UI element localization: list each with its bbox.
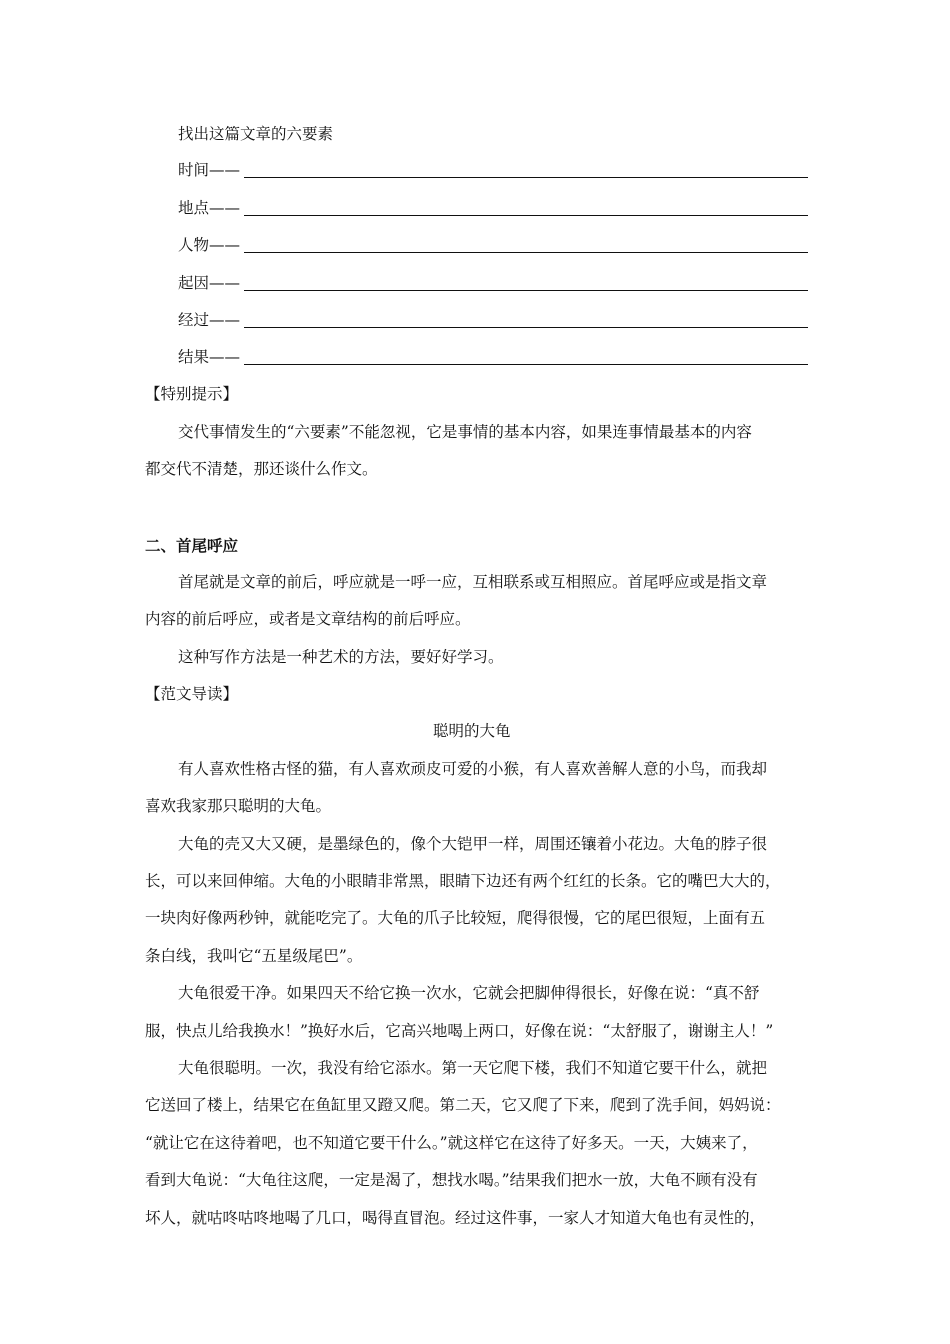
essay-line: 条白线，我叫它“五星级尾巴”。 — [145, 947, 363, 965]
element-row-time — [178, 163, 808, 183]
element-row-people — [178, 238, 808, 258]
element-row-process — [178, 313, 808, 333]
answer-line[interactable] — [244, 290, 808, 291]
essay-line: 喜欢我家那只聪明的大龟。 — [145, 797, 332, 815]
essay-line: 看到大龟说：“大龟往这爬，一定是渴了，想找水喝。”结果我们把水一放，大龟不顾有没有 — [145, 1171, 758, 1189]
essay-title: 聪明的大龟 — [433, 722, 511, 740]
essay-line: 大龟很爱干净。如果四天不给它换一次水，它就会把脚伸得很长，好像在说：“真不舒 — [178, 984, 760, 1002]
worksheet-intro: 找出这篇文章的六要素 — [178, 125, 334, 143]
paragraph-line: 内容的前后呼应，或者是文章结构的前后呼应。 — [145, 610, 471, 628]
element-label: 人物—— — [178, 236, 241, 254]
essay-line: 它送回了楼上，结果它在鱼缸里又蹬又爬。第二天，它又爬了下来，爬到了洗手间，妈妈说： — [145, 1096, 781, 1114]
answer-line[interactable] — [244, 215, 808, 216]
element-label: 起因—— — [178, 274, 241, 292]
element-row-cause — [178, 276, 808, 296]
essay-line: 大龟很聪明。一次，我没有给它添水。第一天它爬下楼，我们不知道它要干什么，就把 — [178, 1059, 768, 1077]
tip-line: 交代事情发生的“六要素”不能忽视，它是事情的基本内容，如果连事情最基本的内容 — [178, 423, 752, 441]
essay-line: 坏人，就咕咚咕咚地喝了几口，喝得直冒泡。经过这件事，一家人才知道大龟也有灵性的， — [145, 1209, 766, 1227]
element-label: 经过—— — [178, 311, 241, 329]
element-label: 时间—— — [178, 161, 241, 179]
paragraph-line: 这种写作方法是一种艺术的方法，要好好学习。 — [178, 648, 504, 666]
element-label: 地点—— — [178, 199, 241, 217]
element-row-result — [178, 350, 808, 370]
answer-line[interactable] — [244, 177, 808, 178]
guide-header: 【范文导读】 — [145, 685, 239, 703]
element-row-place — [178, 201, 808, 221]
answer-line[interactable] — [244, 327, 808, 328]
essay-line: 一块肉好像两秒钟，就能吃完了。大龟的爪子比较短，爬得很慢，它的尾巴很短，上面有五 — [145, 909, 766, 927]
section-heading: 二、首尾呼应 — [145, 536, 239, 555]
essay-line: 服，快点儿给我换水！”换好水后，它高兴地喝上两口，好像在说：“太舒服了，谢谢主人！” — [145, 1022, 774, 1040]
answer-line[interactable] — [244, 364, 808, 365]
paragraph-line: 首尾就是文章的前后，呼应就是一呼一应，互相联系或互相照应。首尾呼应或是指文章 — [178, 573, 768, 591]
essay-line: 有人喜欢性格古怪的猫，有人喜欢顽皮可爱的小猴，有人喜欢善解人意的小鸟，而我却 — [178, 760, 768, 778]
answer-line[interactable] — [244, 252, 808, 253]
essay-line: “就让它在这待着吧，也不知道它要干什么。”就这样它在这待了好多天。一天，大姨来了， — [145, 1134, 758, 1152]
element-label: 结果—— — [178, 348, 241, 366]
tip-line: 都交代不清楚，那还谈什么作文。 — [145, 460, 378, 478]
essay-line: 大龟的壳又大又硬，是墨绿色的，像个大铠甲一样，周围还镶着小花边。大龟的脖子很 — [178, 835, 768, 853]
tip-header: 【特别提示】 — [145, 385, 239, 403]
essay-line: 长，可以来回伸缩。大龟的小眼睛非常黑，眼睛下边还有两个红红的长条。它的嘴巴大大的， — [145, 872, 781, 890]
